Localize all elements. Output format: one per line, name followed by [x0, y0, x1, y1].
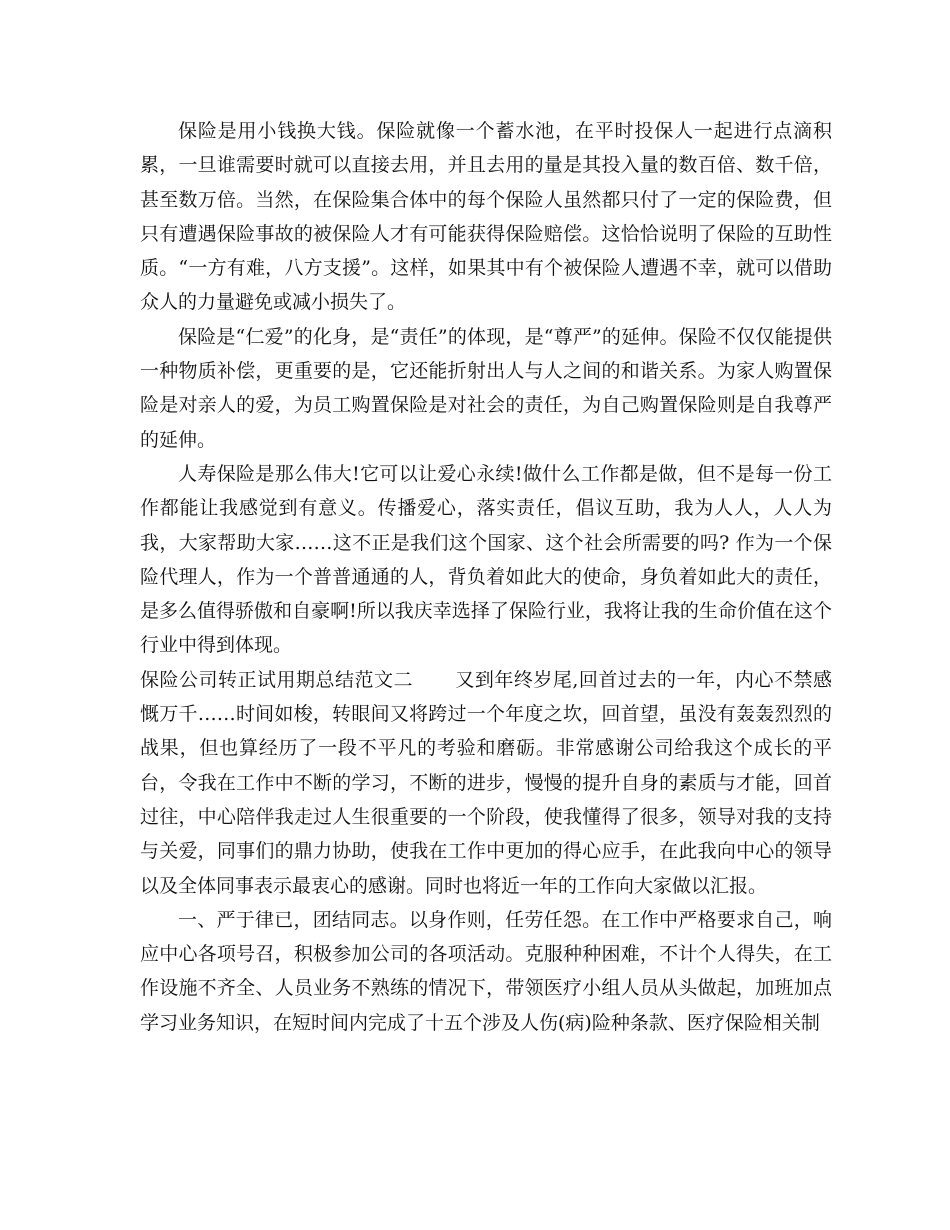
section-block	[140, 663, 832, 903]
section-intro: 又到年终岁尾,回首过去的一年，内心不禁感慨万千……时间如梭，转眼间又将跨过一个年度之坎，回首望，虽没有轰轰烈烈的战果，但也算经历了一段不平凡的考验和磨砺。非常感谢公司给我这个成长的平台，令我在工作中不断的学习，不断的进步，慢慢的提升自身的素质与才能，回首过往，中心陪伴我走过人生很重要的一个阶段，使我懂得了很多，领导对我的支持与关爱，同事们的鼎力协助，使我在工作中更加的得心应手，在此我向中心的领导以及全体同事表示最衷心的感谢。同时也将近一年的工作向大家做以汇报。	[140, 668, 832, 897]
paragraph-mutual-aid: 保险是用小钱换大钱。保险就像一个蓄水池，在平时投保人一起进行点滴积累，一旦谁需要时就可以直接去用，并且去用的量是其投入量的数百倍、数千倍，甚至数万倍。当然，在保险集合体中的每个保险人虽然都只付了一定的保险费，但只有遭遇保险事故的被保险人才有可能获得保险赔偿。这恰恰说明了保险的互助性质。“一方有难，八方支援”。这样，如果其中有个被保险人遭遇不幸，就可以借助众人的力量避免或减小损失了。	[140, 120, 832, 314]
document-body	[140, 114, 832, 1040]
paragraph-love-responsibility: 保险是“仁爱”的化身，是“责任”的体现，是“尊严”的延伸。保险不仅仅能提供一种物质补偿，更重要的是，它还能折射出人与人之间的和谐关系。为家人购置保险是对亲人的爱，为员工购置保险是对社会的责任，为自己购置保险则是自我尊严的延伸。	[140, 325, 832, 451]
section-title: 保险公司转正试用期总结范文二	[140, 668, 414, 691]
paragraph-life-insurance: 人寿保险是那么伟大!它可以让爱心永续!做什么工作都是做，但不是每一份工作都能让我感觉到有意义。传播爱心，落实责任，倡议互助，我为人人，人人为我，大家帮助大家……这不正是我们这个国家、这个社会所需要的吗? 作为一个保险代理人，作为一个普普通通的人，背负着如此大的使命，身负着如此大的责任，是多么值得骄傲和自豪啊!所以我庆幸选择了保险行业，我将让我的生命价值在这个行业中得到体现。	[140, 462, 832, 657]
paragraph-discipline: 一、严于律已，团结同志。以身作则，任劳任怨。在工作中严格要求自己，响应中心各项号召，积极参加公司的各项活动。克服种种困难，不计个人得失，在工作设施不齐全、人员业务不熟练的情况下，带领医疗小组人员从头做起，加班加点学习业务知识，在短时间内完成了十五个涉及人伤(病)险种条款、医疗保险相关制	[140, 908, 832, 1034]
